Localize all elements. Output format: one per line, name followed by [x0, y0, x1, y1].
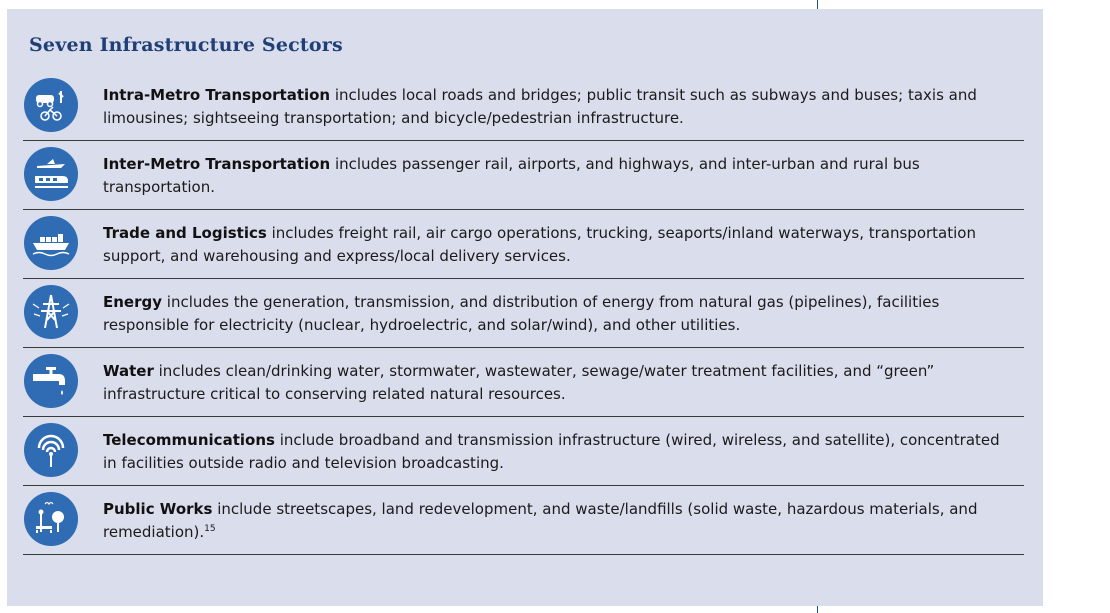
cargo-ship-icon — [24, 216, 78, 270]
sector-description: includes the generation, transmission, and distribution of energy from natural gas (pipelines), facilities responsible for electricity (nuclear, hydroelectric, and solar/wind), and other utilities. — [103, 293, 940, 334]
sector-row-intra-metro — [23, 72, 1024, 141]
margin-rule-bottom — [817, 606, 818, 613]
panel-title: Seven Infrastructure Sectors — [29, 34, 343, 56]
sector-text — [103, 222, 1018, 268]
footnote-marker[interactable]: 15 — [204, 524, 216, 534]
sector-text — [103, 498, 1018, 544]
sector-name: Public Works — [103, 500, 213, 518]
sector-name: Telecommunications — [103, 431, 275, 449]
sector-description: includes local roads and bridges; public transit such as subways and buses; taxis and limousines; sightseeing transportation; and bicycle/pedestrian infrastructure. — [103, 86, 977, 127]
sector-name: Energy — [103, 293, 163, 311]
sector-description: include broadband and transmission infrastructure (wired, wireless, and satellite), concentrated in facilities outside radio and television broadcasting. — [103, 431, 1000, 472]
sector-name: Trade and Logistics — [103, 224, 267, 242]
park-bench-icon — [24, 492, 78, 546]
plane-train-icon — [24, 147, 78, 201]
sector-description: includes freight rail, air cargo operations, trucking, seaports/inland waterways, transportation support, and warehousing and express/local delivery services. — [103, 224, 976, 265]
sector-text — [103, 84, 1018, 130]
sector-text — [103, 429, 1018, 475]
sector-text — [103, 360, 1018, 406]
power-tower-icon — [24, 285, 78, 339]
margin-rule-top — [817, 0, 818, 9]
faucet-icon — [24, 354, 78, 408]
sector-row-water — [23, 348, 1024, 417]
sector-name: Water — [103, 362, 154, 380]
sector-row-trade-logistics — [23, 210, 1024, 279]
wireless-tower-icon — [24, 423, 78, 477]
sector-row-energy — [23, 279, 1024, 348]
sidebar-panel — [7, 9, 1043, 606]
sector-description: includes passenger rail, airports, and highways, and inter-urban and rural bus transportation. — [103, 155, 920, 196]
sector-row-public-works — [23, 486, 1024, 555]
sector-name: Inter-Metro Transportation — [103, 155, 331, 173]
sector-row-telecommunications — [23, 417, 1024, 486]
sector-name: Intra-Metro Transportation — [103, 86, 331, 104]
sector-list — [7, 72, 1043, 555]
sector-text — [103, 291, 1018, 337]
sector-description: includes clean/drinking water, stormwater, wastewater, sewage/water treatment facilities, and “green” infrastructure critical to conserving related natural resources. — [103, 362, 935, 403]
car-bus-bicycle-icon — [24, 78, 78, 132]
sector-row-inter-metro — [23, 141, 1024, 210]
sector-description: include streetscapes, land redevelopment, and waste/landfills (solid waste, hazardous materials, and remediation). — [103, 500, 978, 541]
sector-text — [103, 153, 1018, 199]
